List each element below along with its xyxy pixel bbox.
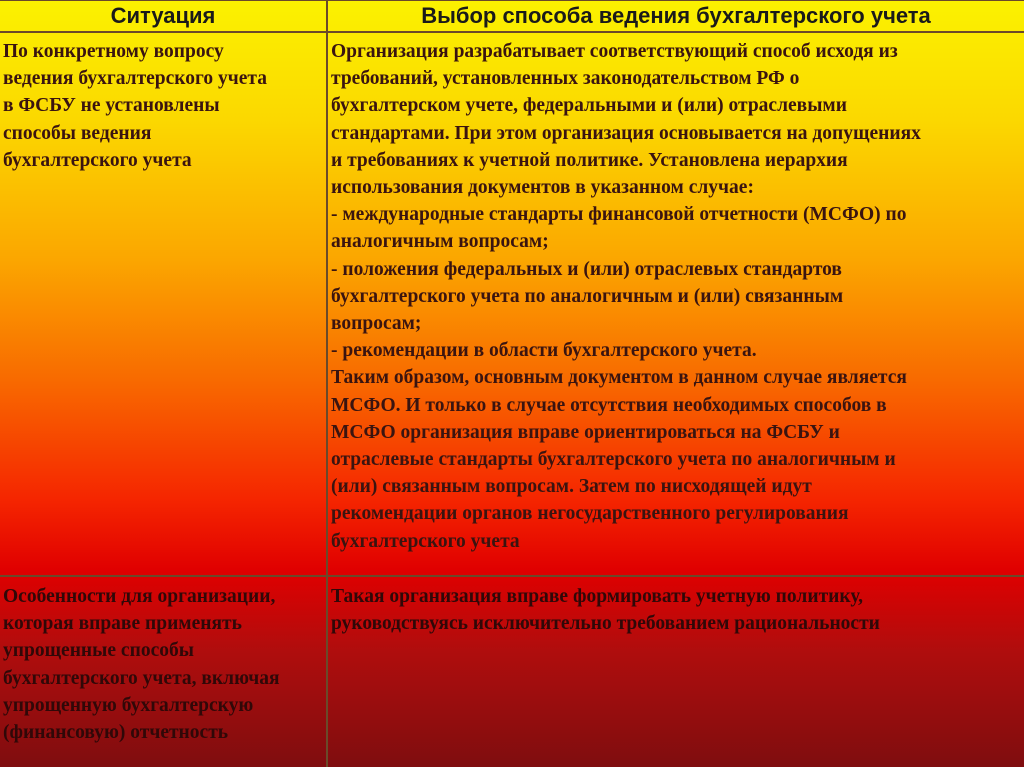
row1-situation: По конкретному вопросу ведения бухгалтерского учета в ФСБУ не установлены способы ведения бухгалтерского учета [3,41,267,171]
header-divider [0,31,1024,33]
row2-situation: Особенности для организации, которая вправе применять упрощенные способы бухгалтерского учета, включая упрощенную бухгалтерскую (финансовую) отчетность [3,586,280,744]
column-divider [326,0,328,767]
header-accounting-method-choice: Выбор способа ведения бухгалтерского учета [421,3,931,28]
row1-choice: Организация разрабатывает соответствующий способ исходя из требований, установленных законодательством РФ о бухгалтерском учете, федеральными и (или) отраслевыми стандартами. При этом организация основывается на допущениях и требованиях к учетной политике. Установлена иерархия использования документов в указанном случае: - международные стандарты финансовой отчетности (МСФО) по аналогичным вопросам; - положения федеральных и (или) отраслевых стандартов бухгалтерского учета по аналогичным и (или) связанным вопросам; - рекомендации в области бухгалтерского учета. Таким образом, основным документом в данном случае является МСФО. И только в случае отсутствия необходимых способов в МСФО организация вправе ориентироваться на ФСБУ и отраслевые стандарты бухгалтерского учета по аналогичным и (или) связанным вопросам. Затем по нисходящей идут рекомендации органов негосударственного регулирования бухгалтерского учета [331,41,921,552]
header-situation: Ситуация [110,3,216,28]
table-top-border [0,0,1024,1]
row-divider [0,575,1024,577]
row2-choice: Такая организация вправе формировать учетную политику, руководствуясь исключительно требованием рациональности [331,586,880,635]
